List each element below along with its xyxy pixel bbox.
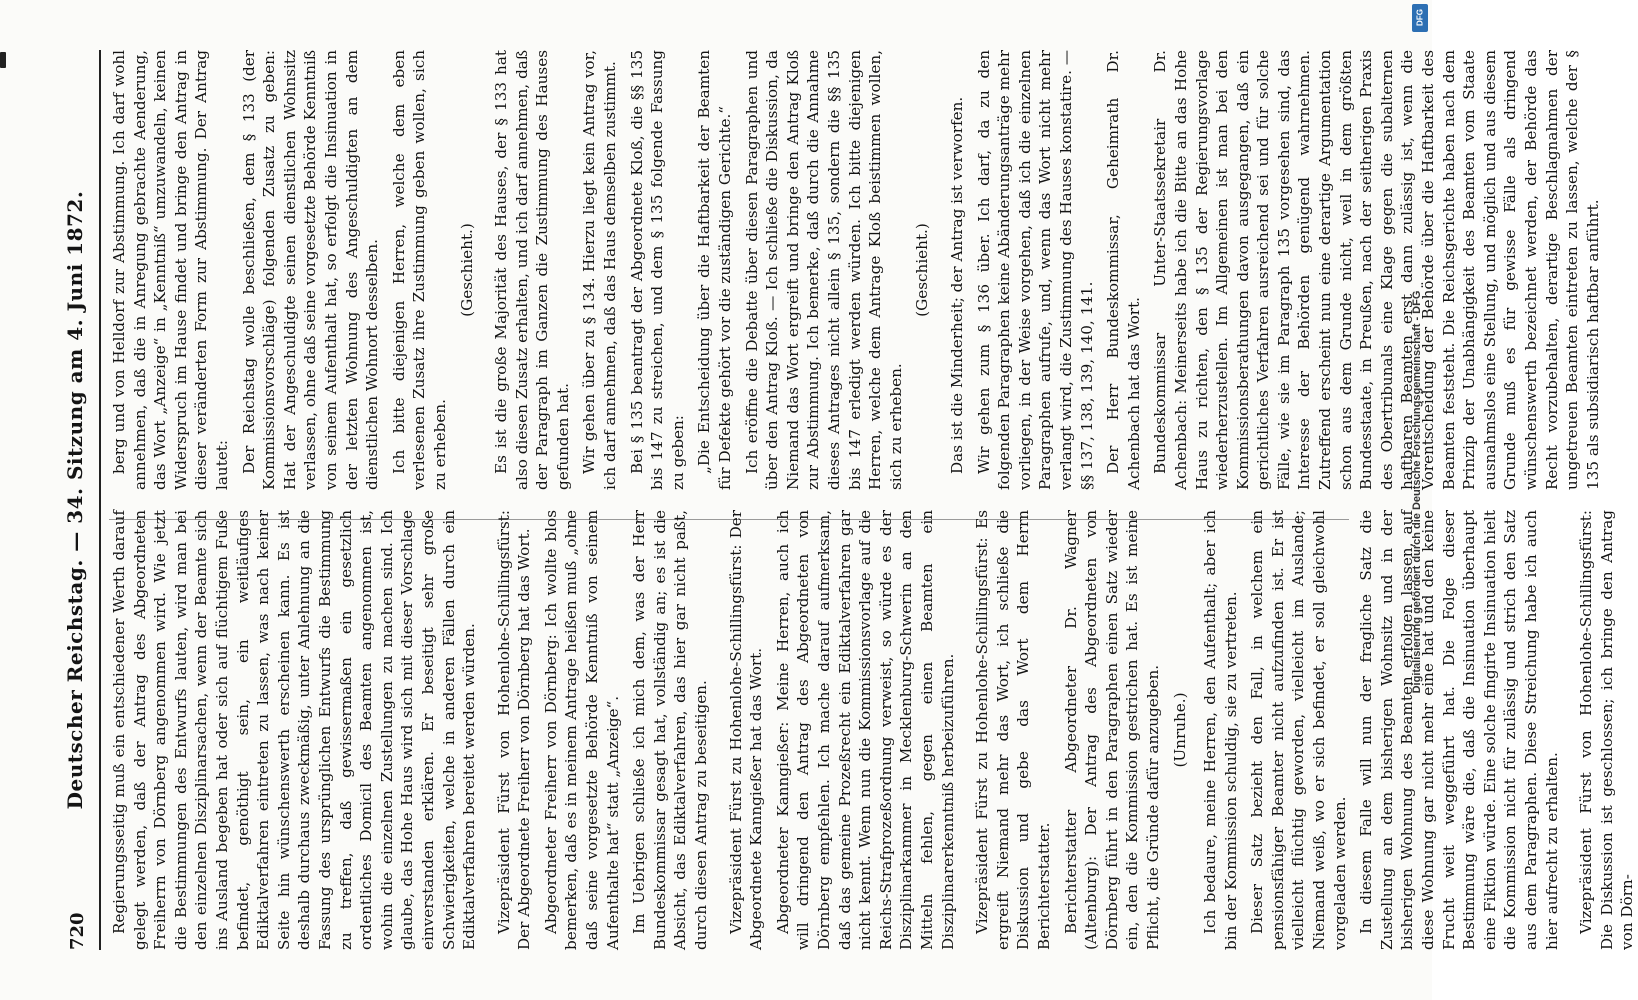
scan-edge-mark [0, 52, 6, 68]
header-rule [99, 50, 101, 950]
left-column-paragraph: Ich bedaure, meine Herren, den Aufenthalt; aber ich bin der Kommission schuldig, sie zu vertreten. [1201, 510, 1240, 950]
left-column [109, 510, 1637, 950]
page-header [63, 50, 97, 950]
left-column-paragraph: Regierungsseitig muß ein entschiedener Werth darauf gelegt werden, daß der Antrag des Abgeordneten Freiherrn von Dörnberg angenommen wird. Wie jetzt die Bestimmungen des Entwurfs lauten, wird man bei den einzelnen Disziplinarsachen, wenn der Beamte sich ins Ausland begeben hat oder sich auf flüchtigem Fuße befindet, genöthigt sein, ein weitläufiges Ediktalverfahren eintreten zu lassen, was nach keiner Seite hin wünschenswerth erscheinen kann. Es ist deshalb durchaus zweckmäßig, unter Anlehnung an die Fassung des ursprünglichen Entwurfs die Bestimmung zu treffen, daß gewissermaßen ein gesetzlich ordentliches Domicil des Beamten angenommen ist, wohin die einzelnen Zustellungen zu machen sind. Ich glaube, das Hohe Haus wird sich mit dieser Vorschlage einverstanden erklären. Er beseitigt sehr große Schwierigkeiten, welche in anderen Fällen durch ein Ediktalverfahren bereitet werden würden. [110, 510, 479, 950]
left-column-paragraph: In diesem Falle will nun der fragliche Satz die Zustellung an dem bisherigen Wohnsitz und in der bisherigen Wohnung des Beamten erfolgen lassen, auf diese Wohnung gar nicht mehr eine hat und den keine Frucht weit weggeführt hat. Die Folge dieser Bestimmung wäre die, daß die Insinuation überhaupt eine Fiktion würde. Eine solche fingirte Insinuation hielt die Kommission nicht für zulässig und strich den Satz aus dem Paragraphen. Diese Streichung habe ich auch hier aufrecht zu erhalten. [1357, 510, 1561, 950]
right-column-paragraph: Der Reichstag wolle beschließen, dem § 133 (der Kommissionsvorschläge) folgenden Zusatz zu geben: Hat der Angeschuldigte seinen dienstlichen Wohnsitz verlassen, ohne daß seine vorgesetzte Behörde Kenntniß von seinem Aufenthalt hat, so erfolgt die Insinuation in der letzten Wohnung des Angeschuldigten an dem dienstlichen Wohnort desselben. [239, 50, 382, 490]
left-column-paragraph: Abgeordneter Kanngießer: Meine Herren, auch ich will dringend den Antrag des Abgeordneten von Dörnberg empfehlen. Ich mache darauf aufmerksam, daß das gemeine Prozeßrecht ein Ediktalverfahren gar nicht kennt. Wenn nun die Kommissionsvorlage auf die Reichs-Strafprozeßordnung verweist, so würde es der Disziplinarkammer in Mecklenburg-Schwerin an den Mitteln fehlen, gegen einen Beamten ein Disziplinarerkenntniß herbeizuführen. [773, 510, 957, 950]
left-column-paragraph: (Unruhe.) [1170, 692, 1189, 768]
running-head: Deutscher Reichstag. — 34. Sitzung am 4. Juni 1872. [63, 190, 87, 810]
left-column-paragraph: Berichterstatter Abgeordneter Dr. Wagner (Altenburg): Der Antrag des Abgeordneten von Dörnberg führt in den Paragraphen einen Satz wieder ein, den die Kommission gestrichen hat. Es ist meine Pflicht, die Gründe dafür anzugeben. [1061, 510, 1162, 950]
right-column-paragraph: berg und von Helldorf zur Abstimmung. Ich darf wohl annehmen, daß die in Anregung gebrachte Aenderung, das Wort „Anzeige“ in „Kenntniß“ umzuwandeln, keinen Widerspruch im Hause findet und bringe den Antrag in dieser veränderten Form zur Abstimmung. Der Antrag lautet: [110, 50, 231, 490]
right-column-paragraph: (Geschieht.) [913, 223, 932, 317]
right-column-paragraph: Wir gehen zum § 136 über. Ich darf, da zu den folgenden Paragraphen keine Abänderungsanträge mehr vorliegen, in der Weise vorgehen, daß ich die einzelnen Paragraphen aufrufe, und, wenn das Wort nicht mehr verlangt wird, die Zustimmung des Hauses konstatire. — §§ 137, 138, 139, 140, 141. [974, 49, 1096, 490]
left-column-paragraph: Vizepräsident Fürst von Hohenlohe-Schillingsfürst: Die Diskussion ist geschlossen; ich bringe den Antrag von Dörn- [1577, 510, 1637, 950]
left-column-paragraph: Dieser Satz bezieht den Fall, in welchem ein pensionsfähiger Beamter nicht aufzufinden ist. Er ist vielleicht flüchtig geworden, vielleicht im Auslande; Niemand weiß, wo er sich befindet, er soll gleichwohl vorgeladen werden. [1248, 510, 1349, 950]
right-column-paragraph: Es ist die große Majorität des Hauses, der § 133 hat also diesen Zusatz erhalten, und ich darf annehmen, daß der Paragraph im Ganzen die Zustimmung des Hauses gefunden hat. [492, 50, 572, 490]
dfg-logo-text: DFG [1415, 9, 1425, 26]
right-column-paragraph: „Die Entscheidung über die Haftbarkeit der Beamten für Defekte gehört vor die zuständigen Gerichte.“ [695, 50, 735, 490]
right-column [109, 49, 1602, 490]
right-column-paragraph: (Geschieht.) [457, 223, 476, 317]
digitization-credit [1408, 24, 1426, 964]
right-column-paragraph: Der Herr Bundeskommissar, Geheimrath Dr. Achenbach hat das Wort. [1104, 50, 1143, 490]
right-column-paragraph: Ich eröffne die Debatte über diesen Paragraphen und über den Antrag Kloß. — Ich schließe die Diskussion, da Niemand das Wort ergreift und bringe den Antrag Kloß zur Abstimmung. Ich bemerke, daß durch die Annahme dieses Antrages nicht allein § 135, sondern die §§ 135 bis 147 erledigt werden würden. Ich bitte diejenigen Herren, welche dem Antrage Kloß beistimmen wollen, sich zu erheben. [742, 50, 905, 490]
credit-text: Digitalisierung gefördert durch die Deutsche Forschungsgemeinschaft - DFG [1411, 290, 1423, 694]
dfg-logo [1412, 4, 1428, 32]
page-number: 720 [67, 912, 88, 950]
right-column-paragraph: Bundeskommissar Unter-Staatssekretair Dr. Achenbach: Meinerseits habe ich die Bitte an das Hohe Haus zu richten, den § 135 der Regierungsvorlage wiederherzustellen. Im Allgemeinen ist man bei den Kommissionsberathungen davon ausgegangen, daß ein gerichtliches Verfahren ausreichend sei und für solche Fälle, wie sie im Paragraph 135 vorgesehen sind, das Interesse der Behörden genügend wahrnehmen. Zutreffend erscheint nun eine derartige Argumentation schon aus dem Grunde nicht, weil in dem größten Bundesstaate, in Preußen, nach der seitherigen Praxis des Obertribunals eine Klage gegen die subalternen haftbaren Beamten erst dann zulässig ist, wenn die Vorentscheidung der Behörde über die Haftbarkeit des Beamten feststeht. Die Reichsgerichte haben nach dem Prinzip der Unabhängigkeit des Beamten vom Staate ausnahmslos eine Stellung, und möglich und aus diesem Grunde muß es für gewisse Fälle als dringend wünschenswerth bezeichnet werden, der Behörde das Recht vorzubehalten, derartige Beschlagnahmen der ungetreuen Beamten eintreten zu lassen, welche der § 135 als subsidiarisch haftbar anführt. [1151, 50, 1602, 490]
right-column-paragraph: Das ist die Minderheit; der Antrag ist verworfen. [947, 96, 966, 474]
left-column-paragraph: Abgeordneter Freiherr von Dörnberg: Ich wollte blos bemerken, daß es in meinem Antrage heißen muß „ohne daß seine vorgesetzte Behörde Kenntniß von seinem Aufenthalte hat“ statt „Anzeige“. [541, 510, 622, 950]
right-column-paragraph: Bei § 135 beantragt der Abgeordnete Kloß, die §§ 135 bis 147 zu streichen, und dem § 135 folgende Fassung zu geben: [627, 50, 687, 490]
left-column-paragraph: Vizepräsident Fürst zu Hohenlohe-Schillingsfürst: Es ergreift Niemand mehr das Wort, ich schließe die Diskussion und gebe das Wort dem Herrn Berichterstatter. [973, 510, 1053, 950]
left-column-paragraph: Im Uebrigen schließe ich mich dem, was der Herr Bundeskommissar gesagt hat, vollständig an; es ist die Absicht, das Ediktalverfahren, das hier gar nicht paßt, durch diesen Antrag zu beseitigen. [630, 510, 711, 950]
left-column-paragraph: Vizepräsident Fürst von Hohenlohe-Schillingsfürst: Der Abgeordnete Freiherr von Dörnberg hat das Wort. [494, 510, 534, 950]
left-column-paragraph: Vizepräsident Fürst zu Hohenlohe-Schillingsfürst: Der Abgeordnete Kanngießer hat das Wort. [726, 510, 766, 950]
right-column-paragraph: Ich bitte diejenigen Herren, welche dem eben verlesenen Zusatz ihre Zustimmung geben wollen, sich zu erheben. [389, 50, 449, 490]
right-column-paragraph: Wir gehen über zu § 134. Hierzu liegt kein Antrag vor, ich darf annehmen, daß das Haus demselben zustimmt. [580, 50, 620, 490]
